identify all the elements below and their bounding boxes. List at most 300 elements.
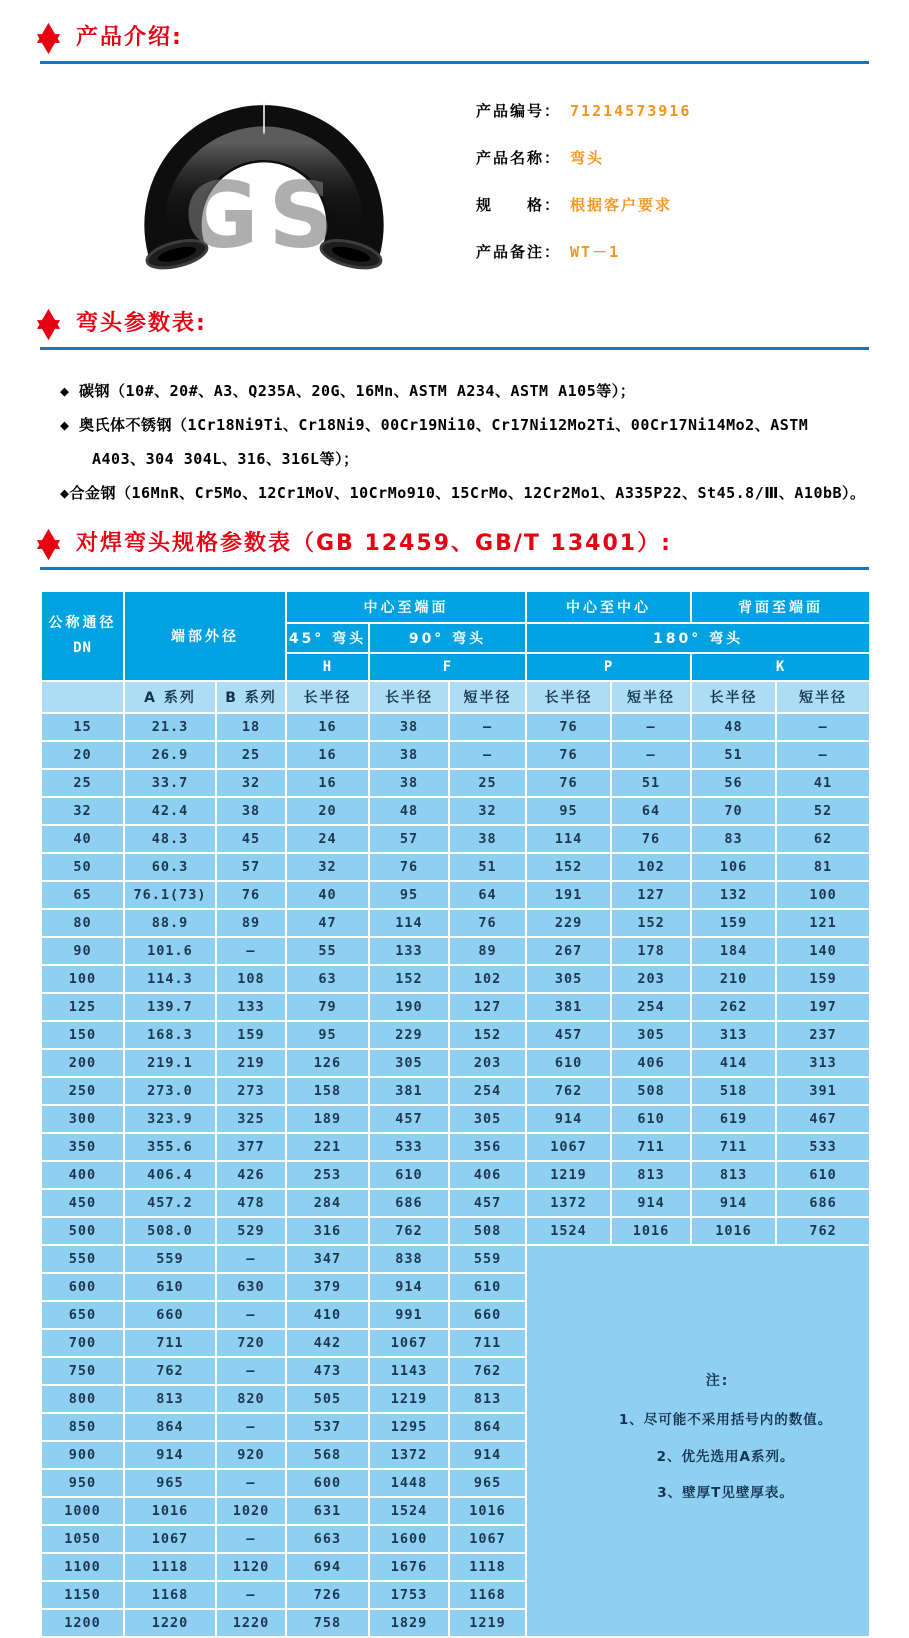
table-cell: 114 [526, 825, 611, 853]
table-cell: 610 [526, 1049, 611, 1077]
table-cell: 305 [526, 965, 611, 993]
field-value: WT－1 [570, 243, 621, 261]
table-cell: 57 [369, 825, 449, 853]
table-cell: 102 [449, 965, 526, 993]
section-title-intro: 产品介绍: [76, 25, 183, 51]
header-dn-line1: 公称通径 [48, 614, 117, 631]
table-cell: 518 [691, 1077, 776, 1105]
table-cell: 1448 [369, 1469, 449, 1497]
table-cell: 991 [369, 1301, 449, 1329]
table-cell: 457.2 [124, 1189, 216, 1217]
table-cell: 965 [449, 1469, 526, 1497]
table-cell: 914 [124, 1441, 216, 1469]
table-cell: 313 [691, 1021, 776, 1049]
table-cell: 51 [611, 769, 691, 797]
subheader-cell: 短半径 [611, 681, 691, 713]
section-title-params: 弯头参数表: [76, 311, 207, 337]
table-cell: 1020 [216, 1497, 286, 1525]
table-cell: 426 [216, 1161, 286, 1189]
table-cell: 1829 [369, 1609, 449, 1637]
table-cell: 663 [286, 1525, 369, 1553]
table-cell: 1067 [369, 1329, 449, 1357]
table-cell: 726 [286, 1581, 369, 1609]
table-cell: — [216, 1245, 286, 1273]
table-cell: — [776, 741, 870, 769]
table-cell: 316 [286, 1217, 369, 1245]
note-item: 1、尽可能不采用括号内的数值。 [618, 1412, 833, 1429]
table-cell: 133 [216, 993, 286, 1021]
spec-table-wrap [40, 590, 869, 1638]
table-cell: 38 [369, 713, 449, 741]
table-cell: — [611, 741, 691, 769]
header-center-to-center: 中心至中心 [526, 591, 691, 623]
table-cell: 473 [286, 1357, 369, 1385]
table-row [41, 713, 870, 741]
table-cell: 457 [449, 1189, 526, 1217]
table-cell: 1219 [369, 1385, 449, 1413]
table-cell: 965 [124, 1469, 216, 1497]
table-cell: 273 [216, 1077, 286, 1105]
table-cell: 41 [776, 769, 870, 797]
table-cell: 32 [449, 797, 526, 825]
table-cell: 16 [286, 713, 369, 741]
table-cell: 25 [216, 741, 286, 769]
table-cell: 914 [449, 1441, 526, 1469]
header-end-od: 端部外径 [124, 591, 286, 681]
table-cell: 55 [286, 937, 369, 965]
header-45-elbow: 45° 弯头 [286, 623, 369, 653]
table-subheader-row [41, 681, 870, 713]
table-cell: 70 [691, 797, 776, 825]
table-cell: 508 [611, 1077, 691, 1105]
table-cell: 229 [526, 909, 611, 937]
table-cell: 457 [369, 1105, 449, 1133]
table-cell: 16 [286, 769, 369, 797]
table-row [41, 993, 870, 1021]
field-value: 根据客户要求 [570, 196, 673, 214]
table-cell: 533 [369, 1133, 449, 1161]
table-row [41, 1161, 870, 1189]
table-row [41, 853, 870, 881]
table-cell: 450 [41, 1189, 124, 1217]
table-cell: 379 [286, 1273, 369, 1301]
field-label: 规 格： [476, 196, 562, 214]
table-cell: 25 [41, 769, 124, 797]
table-cell: 610 [611, 1105, 691, 1133]
table-row [41, 1077, 870, 1105]
table-cell: 711 [611, 1133, 691, 1161]
table-cell: 25 [449, 769, 526, 797]
table-cell: 76 [526, 713, 611, 741]
table-cell: 76 [611, 825, 691, 853]
table-notes [526, 1245, 870, 1637]
table-body [41, 713, 870, 1637]
table-cell: 152 [369, 965, 449, 993]
table-cell: 1067 [124, 1525, 216, 1553]
table-cell: 508.0 [124, 1217, 216, 1245]
table-cell: — [216, 1469, 286, 1497]
table-cell: 20 [286, 797, 369, 825]
table-cell: 140 [776, 937, 870, 965]
table-cell: 533 [776, 1133, 870, 1161]
table-row [41, 1105, 870, 1133]
table-cell: 254 [611, 993, 691, 1021]
table-cell: 38 [216, 797, 286, 825]
header-90-elbow: 90° 弯头 [369, 623, 526, 653]
table-row [41, 1245, 870, 1273]
table-cell: 1600 [369, 1525, 449, 1553]
table-cell: 694 [286, 1553, 369, 1581]
table-cell: 152 [449, 1021, 526, 1049]
table-cell: 762 [369, 1217, 449, 1245]
table-cell: 60.3 [124, 853, 216, 881]
table-cell: 950 [41, 1469, 124, 1497]
material-item: ◆ 碳钢（10#、20#、A3、Q235A、20G、16Mn、ASTM A234、ASTM A105等）； [60, 382, 636, 400]
table-cell: 559 [124, 1245, 216, 1273]
subheader-cell: 长半径 [691, 681, 776, 713]
table-cell: 1372 [369, 1441, 449, 1469]
table-cell: 914 [526, 1105, 611, 1133]
divider-line [40, 567, 869, 570]
table-cell: 32 [41, 797, 124, 825]
table-cell: 125 [41, 993, 124, 1021]
table-cell: 813 [124, 1385, 216, 1413]
table-cell: 323.9 [124, 1105, 216, 1133]
table-cell: 63 [286, 965, 369, 993]
table-cell: 18 [216, 713, 286, 741]
table-cell: — [216, 937, 286, 965]
table-cell: 40 [41, 825, 124, 853]
table-cell: 152 [611, 909, 691, 937]
note-item: 3、壁厚T见壁厚表。 [657, 1485, 794, 1502]
table-cell: 76 [526, 741, 611, 769]
table-cell: 1000 [41, 1497, 124, 1525]
table-cell: 864 [124, 1413, 216, 1441]
table-cell: — [776, 713, 870, 741]
table-cell: 600 [41, 1273, 124, 1301]
table-row [41, 965, 870, 993]
table-cell: 414 [691, 1049, 776, 1077]
table-cell: 219 [216, 1049, 286, 1077]
table-cell: 864 [449, 1413, 526, 1441]
table-cell: 1168 [449, 1581, 526, 1609]
star-icon [34, 528, 63, 561]
table-cell: 38 [369, 769, 449, 797]
table-cell: 813 [449, 1385, 526, 1413]
table-cell: 1295 [369, 1413, 449, 1441]
table-cell: 24 [286, 825, 369, 853]
table-row [41, 1021, 870, 1049]
table-cell: 250 [41, 1077, 124, 1105]
table-cell: 40 [286, 881, 369, 909]
table-cell: 630 [216, 1273, 286, 1301]
table-cell: 197 [776, 993, 870, 1021]
table-cell: 660 [449, 1301, 526, 1329]
divider-line [40, 347, 869, 350]
product-field [476, 100, 691, 121]
table-cell: 1118 [124, 1553, 216, 1581]
table-cell: 355.6 [124, 1133, 216, 1161]
table-cell: 16 [286, 741, 369, 769]
table-cell: 127 [611, 881, 691, 909]
table-cell: 267 [526, 937, 611, 965]
table-cell: 478 [216, 1189, 286, 1217]
table-cell: 505 [286, 1385, 369, 1413]
table-cell: 51 [449, 853, 526, 881]
table-cell: 1120 [216, 1553, 286, 1581]
table-cell: 108 [216, 965, 286, 993]
table-cell: — [216, 1525, 286, 1553]
table-cell: — [216, 1301, 286, 1329]
table-cell: 900 [41, 1441, 124, 1469]
table-cell: — [611, 713, 691, 741]
table-cell: 1150 [41, 1581, 124, 1609]
table-cell: 20 [41, 741, 124, 769]
table-cell: 325 [216, 1105, 286, 1133]
table-cell: 1016 [611, 1217, 691, 1245]
table-cell: 203 [611, 965, 691, 993]
table-cell: 1676 [369, 1553, 449, 1581]
product-field [476, 147, 691, 168]
watermark-text: GS [184, 163, 344, 269]
subheader-cell: 短半径 [776, 681, 870, 713]
table-cell: 550 [41, 1245, 124, 1273]
table-cell: 56 [691, 769, 776, 797]
table-cell: 720 [216, 1329, 286, 1357]
table-cell: 660 [124, 1301, 216, 1329]
table-cell: 253 [286, 1161, 369, 1189]
table-cell: 377 [216, 1133, 286, 1161]
table-cell: 686 [369, 1189, 449, 1217]
table-cell: 1524 [369, 1497, 449, 1525]
table-cell: 133 [369, 937, 449, 965]
table-cell: 48 [369, 797, 449, 825]
table-cell: 305 [449, 1105, 526, 1133]
table-cell: 631 [286, 1497, 369, 1525]
table-cell: 127 [449, 993, 526, 1021]
table-cell: 914 [611, 1189, 691, 1217]
table-cell: 178 [611, 937, 691, 965]
table-cell: 95 [369, 881, 449, 909]
table-cell: 686 [776, 1189, 870, 1217]
header-center-to-face: 中心至端面 [286, 591, 526, 623]
table-cell: 381 [526, 993, 611, 1021]
table-cell: 190 [369, 993, 449, 1021]
field-label: 产品编号： [476, 102, 562, 120]
product-intro-block [40, 64, 869, 302]
table-cell: 300 [41, 1105, 124, 1133]
table-cell: 406 [449, 1161, 526, 1189]
table-cell: 158 [286, 1077, 369, 1105]
table-cell: 89 [216, 909, 286, 937]
section-spec-header [34, 528, 869, 561]
table-cell: 1118 [449, 1553, 526, 1581]
table-cell: 79 [286, 993, 369, 1021]
subheader-cell: 长半径 [369, 681, 449, 713]
table-cell: 619 [691, 1105, 776, 1133]
table-cell: 95 [526, 797, 611, 825]
table-cell: 150 [41, 1021, 124, 1049]
table-cell: 920 [216, 1441, 286, 1469]
table-cell: 62 [776, 825, 870, 853]
table-cell: 610 [449, 1273, 526, 1301]
table-row [41, 909, 870, 937]
field-value: 弯头 [570, 149, 605, 167]
table-cell: 1067 [526, 1133, 611, 1161]
table-cell: 1067 [449, 1525, 526, 1553]
subheader-cell: 长半径 [286, 681, 369, 713]
table-cell: 50 [41, 853, 124, 881]
table-cell: — [449, 741, 526, 769]
table-cell: 762 [526, 1077, 611, 1105]
section-title-spec: 对焊弯头规格参数表（GB 12459、GB/T 13401）: [76, 531, 672, 557]
table-cell: 457 [526, 1021, 611, 1049]
table-cell: 537 [286, 1413, 369, 1441]
table-cell: 284 [286, 1189, 369, 1217]
table-cell: 15 [41, 713, 124, 741]
table-cell: 1220 [124, 1609, 216, 1637]
table-cell: — [449, 713, 526, 741]
section-intro-header [34, 22, 869, 55]
table-cell: 83 [691, 825, 776, 853]
star-icon [34, 22, 63, 55]
table-cell: 76 [216, 881, 286, 909]
table-cell: 1143 [369, 1357, 449, 1385]
table-cell: — [216, 1413, 286, 1441]
table-cell: 90 [41, 937, 124, 965]
table-cell: 48 [691, 713, 776, 741]
table-cell: 80 [41, 909, 124, 937]
material-item: ◆ 奥氏体不锈钢（1Cr18Ni9Ti、Cr18Ni9、00Cr19Ni10、Cr17Ni12Mo2Ti、00Cr17Ni14Mo2、ASTM A403、304 304L、316、316L等）； [60, 416, 809, 468]
table-cell: 76 [369, 853, 449, 881]
table-row [41, 1049, 870, 1077]
table-row [41, 769, 870, 797]
table-cell: 57 [216, 853, 286, 881]
table-cell: 750 [41, 1357, 124, 1385]
table-cell: 200 [41, 1049, 124, 1077]
table-cell: 711 [124, 1329, 216, 1357]
table-cell: 38 [449, 825, 526, 853]
table-row [41, 741, 870, 769]
table-cell: 221 [286, 1133, 369, 1161]
table-cell: 559 [449, 1245, 526, 1273]
table-cell: 76.1(73) [124, 881, 216, 909]
notes-title: 注: [705, 1373, 730, 1390]
table-cell: 610 [776, 1161, 870, 1189]
table-cell: 95 [286, 1021, 369, 1049]
table-row [41, 937, 870, 965]
subheader-cell-empty [41, 681, 124, 713]
table-cell: 711 [691, 1133, 776, 1161]
table-cell: 762 [776, 1217, 870, 1245]
subheader-cell: 长半径 [526, 681, 611, 713]
table-cell: 305 [369, 1049, 449, 1077]
table-cell: 1016 [124, 1497, 216, 1525]
subheader-cell: 短半径 [449, 681, 526, 713]
table-cell: 914 [691, 1189, 776, 1217]
table-cell: 391 [776, 1077, 870, 1105]
table-cell: 1050 [41, 1525, 124, 1553]
table-cell: 1168 [124, 1581, 216, 1609]
table-cell: 350 [41, 1133, 124, 1161]
table-cell: 237 [776, 1021, 870, 1049]
product-field [476, 194, 691, 215]
table-cell: 1219 [449, 1609, 526, 1637]
header-dn-line2: DN [73, 640, 92, 656]
table-cell: 838 [369, 1245, 449, 1273]
table-cell: 650 [41, 1301, 124, 1329]
table-cell: 114 [369, 909, 449, 937]
table-row [41, 1133, 870, 1161]
table-cell: 159 [216, 1021, 286, 1049]
table-cell: 914 [369, 1273, 449, 1301]
table-cell: 102 [611, 853, 691, 881]
table-cell: 168.3 [124, 1021, 216, 1049]
table-cell: 51 [691, 741, 776, 769]
table-cell: 88.9 [124, 909, 216, 937]
table-cell: 152 [526, 853, 611, 881]
note-item: 2、优先选用A系列。 [656, 1448, 795, 1465]
spec-table [40, 590, 871, 1638]
table-cell: — [216, 1581, 286, 1609]
table-cell: 76 [449, 909, 526, 937]
table-cell: 89 [449, 937, 526, 965]
header-letter-p: P [526, 653, 691, 681]
table-cell: 1016 [449, 1497, 526, 1525]
table-cell: 1100 [41, 1553, 124, 1581]
elbow-product-image [98, 96, 430, 274]
table-cell: 38 [369, 741, 449, 769]
table-cell: 254 [449, 1077, 526, 1105]
table-cell: 203 [449, 1049, 526, 1077]
table-cell: 76 [526, 769, 611, 797]
table-cell: 32 [216, 769, 286, 797]
table-cell: 1753 [369, 1581, 449, 1609]
table-row [41, 825, 870, 853]
table-cell: 42.4 [124, 797, 216, 825]
table-cell: 813 [611, 1161, 691, 1189]
table-cell: 101.6 [124, 937, 216, 965]
table-cell: 1220 [216, 1609, 286, 1637]
table-cell: 442 [286, 1329, 369, 1357]
table-cell: 189 [286, 1105, 369, 1133]
table-cell: 758 [286, 1609, 369, 1637]
table-cell: 356 [449, 1133, 526, 1161]
table-cell: 114.3 [124, 965, 216, 993]
table-cell: 529 [216, 1217, 286, 1245]
table-cell: 139.7 [124, 993, 216, 1021]
table-cell: 159 [691, 909, 776, 937]
header-back-to-face: 背面至端面 [691, 591, 870, 623]
product-field [476, 241, 691, 262]
section-params-header [34, 308, 869, 341]
table-cell: 121 [776, 909, 870, 937]
table-cell: 500 [41, 1217, 124, 1245]
table-cell: 406 [611, 1049, 691, 1077]
table-cell: 800 [41, 1385, 124, 1413]
table-row [41, 1217, 870, 1245]
table-cell: 26.9 [124, 741, 216, 769]
table-cell: 347 [286, 1245, 369, 1273]
table-cell: 406.4 [124, 1161, 216, 1189]
table-cell: 262 [691, 993, 776, 1021]
subheader-cell: A 系列 [124, 681, 216, 713]
star-icon [34, 308, 63, 341]
subheader-cell: B 系列 [216, 681, 286, 713]
table-cell: 1016 [691, 1217, 776, 1245]
table-cell: 52 [776, 797, 870, 825]
table-cell: 700 [41, 1329, 124, 1357]
